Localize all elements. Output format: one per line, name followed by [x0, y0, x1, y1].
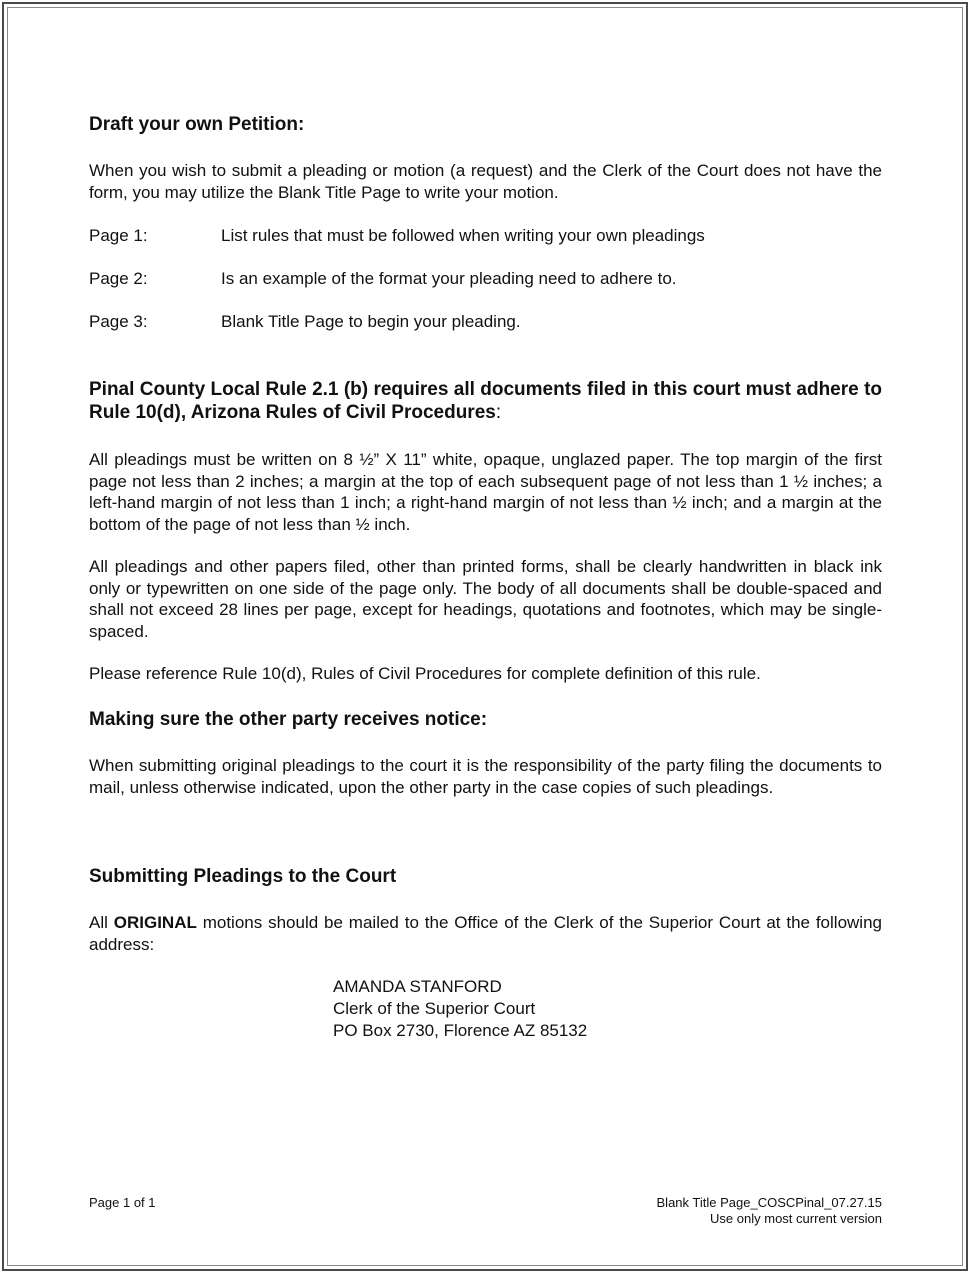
- footer-page-number: Page 1 of 1: [89, 1195, 156, 1210]
- address-line-office: Clerk of the Superior Court: [333, 999, 536, 1018]
- address-line-name: AMANDA STANFORD: [333, 977, 502, 996]
- page-list-label: Page 3:: [89, 312, 148, 331]
- petition-heading: Draft your own Petition:: [89, 114, 305, 135]
- local-rule-heading: [89, 379, 882, 424]
- local-rule-heading-text: Pinal County Local Rule 2.1 (b) requires all documents filed in this court must adhere to Rule 10(d), Arizona Rules of Civil Procedures: [89, 379, 882, 423]
- rule-reference-paragraph: Please reference Rule 10(d), Rules of Civil Procedures for complete definition of this rule.: [89, 664, 761, 683]
- original-emphasis: ORIGINAL: [113, 913, 197, 932]
- page-list-label: Page 1:: [89, 226, 148, 245]
- local-rule-heading-colon: :: [495, 401, 502, 423]
- notice-paragraph: When submitting original pleadings to the court it is the responsibility of the party filing the documents to mail, unless otherwise indicated, upon the other party in the case copies of such pleadings.: [89, 756, 882, 797]
- page-list-text: List rules that must be followed when writing your own pleadings: [221, 226, 705, 245]
- page-list-label: Page 2:: [89, 269, 148, 288]
- notice-heading: Making sure the other party receives notice:: [89, 709, 488, 730]
- page-list-text: Is an example of the format your pleading need to adhere to.: [221, 269, 677, 288]
- paper-requirements-paragraph: All pleadings must be written on 8 ½” X 11” white, opaque, unglazed paper. The top margin of the first page not less than 2 inches; a margin at the top of each subsequent page of not less than 1 ½ inches; a left-hand margin of not less than 1 inch; a right-hand margin of not less than ½ inch; and a margin at the bottom of the page of not less than ½ inch.: [89, 450, 882, 534]
- petition-intro: When you wish to submit a pleading or motion (a request) and the Clerk of the Court does not have the form, you may utilize the Blank Title Page to write your motion.: [89, 161, 882, 202]
- clerk-address: [333, 976, 587, 1042]
- submitting-paragraph: [89, 912, 882, 955]
- submitting-text-start: All: [89, 913, 114, 932]
- submitting-heading: Submitting Pleadings to the Court: [89, 866, 397, 887]
- footer-doc-info: [540, 1195, 882, 1227]
- footer-doc-id: Blank Title Page_COSCPinal_07.27.15: [656, 1195, 882, 1210]
- address-line-po-box: PO Box 2730, Florence AZ 85132: [333, 1021, 588, 1040]
- submitting-text-end: motions should be mailed to the Office of the Clerk of the Superior Court at the following address:: [89, 913, 882, 954]
- footer-version-note: Use only most current version: [710, 1211, 882, 1226]
- handwritten-typewritten-paragraph: All pleadings and other papers filed, other than printed forms, shall be clearly handwritten in black ink only or typewritten on one side of the page only. The body of all documents shall be double-spaced and shall not exceed 28 lines per page, except for headings, quotations and footnotes, which may be single-spaced.: [89, 557, 882, 641]
- page-list-text: Blank Title Page to begin your pleading.: [221, 312, 521, 331]
